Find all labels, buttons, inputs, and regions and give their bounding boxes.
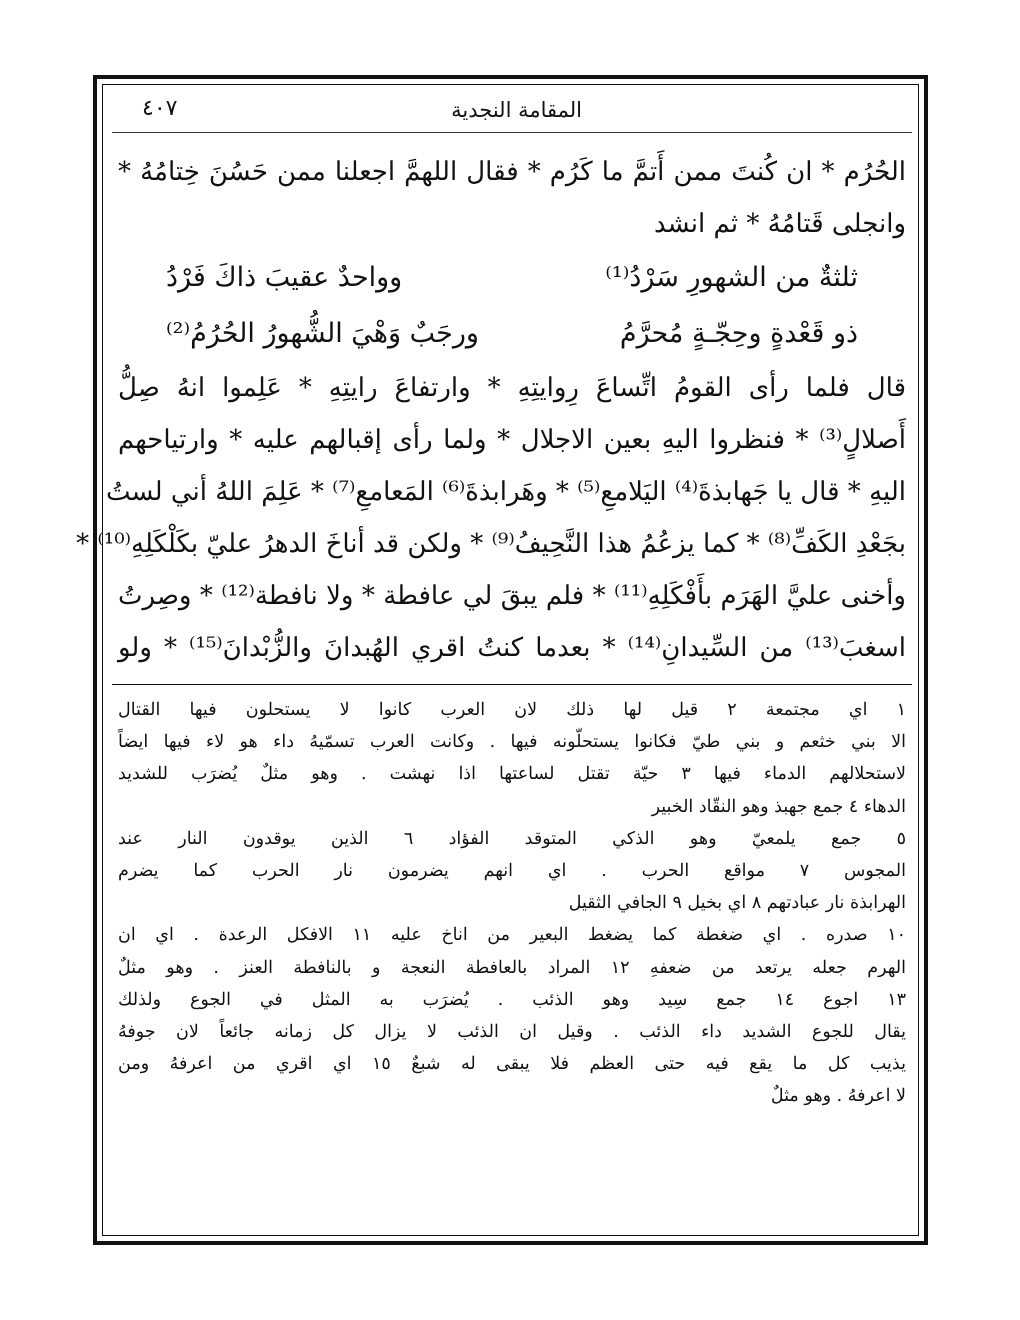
text-line: اسغبَ⁽¹³⁾ من السِّيدانِ⁽¹⁴⁾ * بعدما كنتُ اقري الهُبدانَ والزُّبْدانَ⁽¹⁵⁾ * ولو (118, 633, 907, 663)
text-line: أَصلالٍ⁽³⁾ * فنظروا اليهِ بعين الاجلال * ولما رأى إقبالهم عليه * وارتياحهم (118, 425, 906, 455)
footnote-line: ٥ جمع يلمعيّ وهو الذكي المتوقد الفؤاد ٦ الذين يوقدون النار عند (118, 828, 906, 849)
footnote-line: الهرم جعله يرتعد من ضعفهِ ١٢ المراد بالعافطة النعجة و بالنافطة العنز . وهو مثلٌ (118, 957, 906, 978)
verse-line (118, 250, 906, 306)
text-line: بجَعْدِ الكَفِّ⁽⁸⁾ * كما يزعُمُ هذا النَّحِيفُ⁽⁹⁾ * ولكن قد أناخَ الدهرُ عليّ بكَلْكَلِهِ⁽¹⁰⁾ * (76, 529, 906, 559)
text-line: وأخنى عليَّ الهَرَم بأَفْكَلِهِ⁽¹¹⁾ * فلم يبقَ لي عافطة * ولا نافطة⁽¹²⁾ * وصِرتُ (118, 581, 906, 611)
footnote-line: ١ اي مجتمعة ٢ قيل لها ذلك لان العرب كانوا لا يستحلون فيها القتال (118, 700, 907, 720)
footnote-line: يذيب كل ما يقع فيه حتى العظم فلا يبقى له شبعٌ ١٥ اي اقري من اعرفهُ ومن (118, 1054, 906, 1075)
page (76, 90, 912, 1230)
footnote-line: الا بني خثعم و بني طيّ فكانوا يستحلّونه فيها . وكانت العرب تسمّيهُ داء هو لاء فيها ايضاً (118, 732, 906, 753)
verse-first-hemistich: ذو قَعْدةٍ وحِجّـةٍ مُحرَّمُ (619, 318, 858, 349)
page-number: ٤٠٧ (142, 96, 178, 121)
footnote-line: لاستحلالهم الدماء فيها ٣ حيّة تقتل لساعتها اذا نهشت . وهو مثلٌ يُضرَب للشديد (118, 764, 906, 785)
footnotes (118, 694, 906, 1113)
header-rule (112, 132, 912, 133)
verse-second-hemistich: وواحدٌ عقيبَ ذاكَ فَرْدُ (166, 262, 403, 293)
footnote-line: الهرابذة نار عبادتهم ٨ اي بخيل ٩ الجافي الثقيل (568, 893, 906, 914)
page-header (112, 90, 912, 130)
footnote-line: ١٠ صدره . اي ضغطة كما يضغط البعير من اناخ عليه ١١ الافكل الرعدة . اي ان (118, 925, 906, 946)
text-line: اليهِ * قال يا جَهابذةَ⁽⁴⁾ اليَلامعِ⁽⁵⁾ * وهَرابذةَ⁽⁶⁾ المَعامعِ⁽⁷⁾ * عَلِمَ اللهُ أني لستُ (105, 477, 906, 507)
text-line: قال فلما رأى القومُ اتِّساعَ رِوايتِهِ * وارتفاعَ رايتِهِ * عَلِموا انهُ صِلُّ (118, 373, 906, 403)
footnotes-rule (112, 684, 912, 685)
footnote-line: الدهاء ٤ جمع جهبذ وهو النقّاد الخبير (651, 796, 906, 817)
footnote-line: ١٣ اجوع ١٤ جمع سِيد وهو الذئب . يُضرَب به المثل في الجوع ولذلك (118, 989, 906, 1010)
verse-second-hemistich: ورجَبٌ وَهْيَ الشُّهورُ الحُرُمُ⁽²⁾ (166, 318, 479, 349)
footnote-line: لا اعرفهُ . وهو مثلٌ (770, 1086, 906, 1107)
running-title: المقامة النجدية (451, 98, 582, 122)
main-text (76, 146, 907, 674)
verse-line (118, 306, 906, 362)
text-line: وانجلى قَتامُهُ * ثم انشد (653, 209, 906, 239)
footnote-line: المجوس ٧ مواقع الحرب . اي انهم يضرمون نار الحرب كما يضرم (118, 861, 906, 882)
footnote-line: يقال للجوع الشديد داء الذئب . وقيل ان الذئب لا يزال كل زمانه جائعاً لان جوفهُ (118, 1022, 906, 1043)
verse-first-hemistich: ثلثةٌ من الشهورِ سَرْدُ⁽¹⁾ (605, 262, 858, 293)
text-line: الحُرُم * ان كُنتَ ممن أَتمَّ ما كَرُم * فقال اللهمَّ اجعلنا ممن حَسُنَ خِتامُهُ * (118, 157, 906, 187)
